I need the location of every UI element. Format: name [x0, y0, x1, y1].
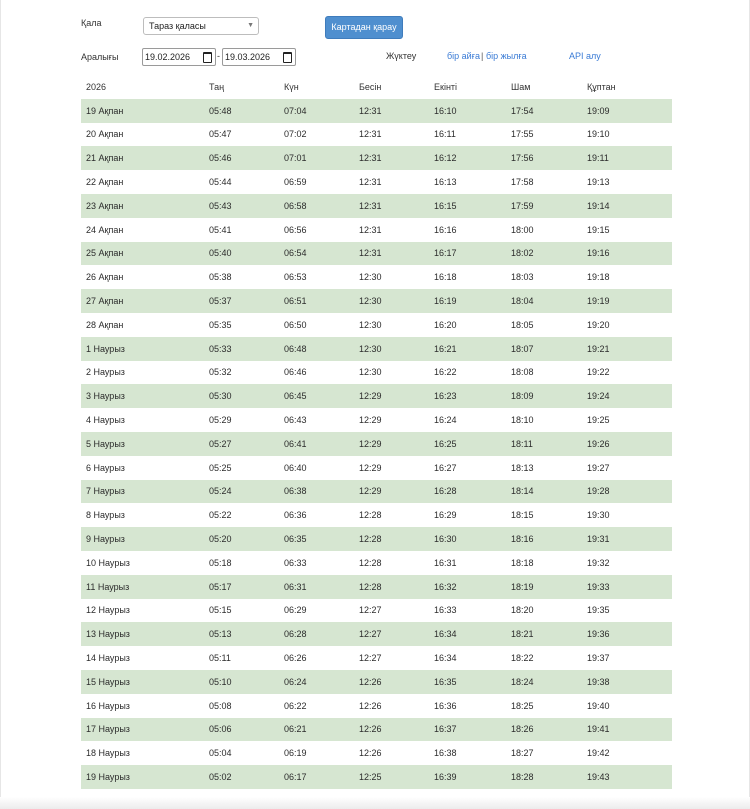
cell-tan: 05:29: [209, 415, 232, 426]
calendar-icon[interactable]: [203, 52, 212, 63]
cell-ekinti: 16:24: [434, 415, 457, 426]
range-label: Аралығы: [81, 52, 119, 62]
cell-kun: 06:46: [284, 367, 307, 378]
table-row: [81, 646, 672, 670]
cell-tan: 05:02: [209, 772, 232, 782]
cell-ekinti: 16:27: [434, 462, 457, 473]
cell-date: 7 Наурыз: [86, 486, 125, 497]
cell-date: 13 Наурыз: [86, 629, 130, 640]
cell-kuptan: 19:26: [587, 438, 610, 449]
cell-besin: 12:28: [359, 510, 382, 521]
cell-kun: 06:29: [284, 605, 307, 616]
cell-kun: 06:50: [284, 319, 307, 330]
cell-kuptan: 19:42: [587, 748, 610, 759]
cell-date: 24 Ақпан: [86, 224, 124, 235]
cell-sham: 18:10: [511, 415, 534, 426]
cell-besin: 12:29: [359, 438, 382, 449]
table-row: [81, 456, 672, 480]
cell-tan: 05:32: [209, 367, 232, 378]
table-row: [81, 313, 672, 337]
table-row: [81, 741, 672, 765]
cell-besin: 12:30: [359, 367, 382, 378]
cell-sham: 17:54: [511, 105, 534, 116]
table-row: [81, 551, 672, 575]
cell-sham: 18:05: [511, 319, 534, 330]
cell-tan: 05:17: [209, 581, 232, 592]
cell-ekinti: 16:20: [434, 319, 457, 330]
cell-besin: 12:30: [359, 272, 382, 283]
city-select-value: Тараз қаласы: [149, 21, 206, 31]
table-row: [81, 265, 672, 289]
cell-ekinti: 16:19: [434, 296, 457, 307]
table-row: [81, 218, 672, 242]
header-ekinti: Екінті: [434, 81, 458, 92]
cell-besin: 12:29: [359, 415, 382, 426]
cell-sham: 18:24: [511, 676, 534, 687]
table-row: [81, 384, 672, 408]
cell-besin: 12:31: [359, 105, 382, 116]
cell-sham: 18:20: [511, 605, 534, 616]
cell-kuptan: 19:20: [587, 319, 610, 330]
cell-besin: 12:29: [359, 391, 382, 402]
table-row: [81, 527, 672, 551]
cell-ekinti: 16:39: [434, 772, 457, 782]
table-row: [81, 99, 672, 123]
cell-ekinti: 16:34: [434, 629, 457, 640]
cell-ekinti: 16:34: [434, 653, 457, 664]
cell-besin: 12:27: [359, 653, 382, 664]
cell-kuptan: 19:33: [587, 581, 610, 592]
cell-tan: 05:27: [209, 438, 232, 449]
cell-besin: 12:26: [359, 724, 382, 735]
cell-sham: 18:04: [511, 296, 534, 307]
cell-kuptan: 19:25: [587, 415, 610, 426]
table-row: [81, 694, 672, 718]
cell-date: 10 Наурыз: [86, 557, 130, 568]
cell-tan: 05:38: [209, 272, 232, 283]
cell-ekinti: 16:18: [434, 272, 457, 283]
cell-tan: 05:47: [209, 129, 232, 140]
city-select[interactable]: [143, 17, 259, 35]
table-row: [81, 170, 672, 194]
cell-kuptan: 19:35: [587, 605, 610, 616]
cell-kun: 06:24: [284, 676, 307, 687]
cell-kun: 06:54: [284, 248, 307, 259]
cell-kuptan: 19:30: [587, 510, 610, 521]
cell-besin: 12:31: [359, 153, 382, 164]
cell-besin: 12:31: [359, 177, 382, 188]
cell-ekinti: 16:31: [434, 557, 457, 568]
header-kun: Күн: [284, 81, 299, 92]
table-row: [81, 599, 672, 623]
cell-date: 23 Ақпан: [86, 200, 124, 211]
cell-sham: 18:14: [511, 486, 534, 497]
cell-kun: 06:58: [284, 200, 307, 211]
cell-ekinti: 16:23: [434, 391, 457, 402]
page-edge-left: [0, 0, 1, 809]
cell-ekinti: 16:38: [434, 748, 457, 759]
cell-besin: 12:31: [359, 200, 382, 211]
cell-kuptan: 19:27: [587, 462, 610, 473]
cell-date: 25 Ақпан: [86, 248, 124, 259]
cell-ekinti: 16:17: [434, 248, 457, 259]
header-besin: Бесін: [359, 81, 382, 92]
cell-tan: 05:24: [209, 486, 232, 497]
cell-sham: 17:55: [511, 129, 534, 140]
date-from-value: 19.02.2026: [145, 52, 191, 62]
cell-besin: 12:30: [359, 296, 382, 307]
cell-kuptan: 19:43: [587, 772, 610, 782]
cell-sham: 18:27: [511, 748, 534, 759]
cell-date: 14 Наурыз: [86, 653, 130, 664]
date-from-input[interactable]: [142, 48, 216, 66]
cell-kuptan: 19:40: [587, 700, 610, 711]
map-view-button[interactable]: Картадан қарау: [325, 16, 403, 39]
cell-tan: 05:43: [209, 200, 232, 211]
cell-tan: 05:35: [209, 319, 232, 330]
cell-date: 5 Наурыз: [86, 438, 125, 449]
cell-tan: 05:48: [209, 105, 232, 116]
cell-sham: 17:58: [511, 177, 534, 188]
cell-ekinti: 16:11: [434, 129, 456, 140]
cell-besin: 12:28: [359, 581, 382, 592]
download-year-link[interactable]: бір жылға: [486, 51, 527, 61]
cell-date: 2 Наурыз: [86, 367, 125, 378]
cell-sham: 18:08: [511, 367, 534, 378]
cell-ekinti: 16:21: [434, 343, 457, 354]
cell-sham: 18:07: [511, 343, 534, 354]
cell-kuptan: 19:24: [587, 391, 610, 402]
cell-ekinti: 16:33: [434, 605, 457, 616]
cell-tan: 05:25: [209, 462, 232, 473]
header-sham: Шам: [511, 81, 531, 92]
cell-kun: 06:35: [284, 534, 307, 545]
cell-kun: 06:31: [284, 581, 307, 592]
cell-date: 8 Наурыз: [86, 510, 125, 521]
cell-kuptan: 19:32: [587, 557, 610, 568]
cell-tan: 05:44: [209, 177, 232, 188]
cell-kun: 06:22: [284, 700, 307, 711]
cell-date: 1 Наурыз: [86, 343, 125, 354]
cell-ekinti: 16:25: [434, 438, 457, 449]
cell-tan: 05:40: [209, 248, 232, 259]
cell-sham: 17:56: [511, 153, 534, 164]
city-label: Қала: [81, 18, 102, 28]
table-row: [81, 242, 672, 266]
cell-kun: 06:28: [284, 629, 307, 640]
cell-date: 3 Наурыз: [86, 391, 125, 402]
cell-kuptan: 19:28: [587, 486, 610, 497]
cell-kun: 06:41: [284, 438, 307, 449]
cell-kun: 06:45: [284, 391, 307, 402]
cell-tan: 05:06: [209, 724, 232, 735]
cell-ekinti: 16:35: [434, 676, 457, 687]
cell-tan: 05:11: [209, 653, 231, 664]
cell-kun: 06:56: [284, 224, 307, 235]
cell-kun: 06:19: [284, 748, 307, 759]
cell-date: 20 Ақпан: [86, 129, 124, 140]
cell-sham: 18:25: [511, 700, 534, 711]
cell-date: 22 Ақпан: [86, 177, 124, 188]
cell-besin: 12:25: [359, 772, 382, 782]
cell-date: 17 Наурыз: [86, 724, 130, 735]
cell-kuptan: 19:13: [587, 177, 610, 188]
cell-kun: 06:51: [284, 296, 307, 307]
cell-besin: 12:31: [359, 248, 382, 259]
date-to-input[interactable]: [222, 48, 296, 66]
cell-sham: 18:09: [511, 391, 534, 402]
table-header-row: [81, 75, 672, 99]
table-row: [81, 337, 672, 361]
cell-tan: 05:30: [209, 391, 232, 402]
download-label: Жүктеу: [386, 51, 417, 61]
table-body: [81, 99, 672, 789]
cell-kuptan: 19:41: [587, 724, 610, 735]
table-row: [81, 194, 672, 218]
cell-besin: 12:27: [359, 629, 382, 640]
cell-besin: 12:31: [359, 129, 382, 140]
table-row: [81, 670, 672, 694]
cell-date: 16 Наурыз: [86, 700, 130, 711]
cell-sham: 18:16: [511, 534, 534, 545]
cell-ekinti: 16:36: [434, 700, 457, 711]
cell-besin: 12:26: [359, 676, 382, 687]
table-row: [81, 146, 672, 170]
cell-sham: 18:15: [511, 510, 534, 521]
cell-kun: 06:40: [284, 462, 307, 473]
cell-tan: 05:33: [209, 343, 232, 354]
cell-kun: 06:59: [284, 177, 307, 188]
cell-ekinti: 16:10: [434, 105, 457, 116]
cell-kuptan: 19:38: [587, 676, 610, 687]
cell-kun: 06:38: [284, 486, 307, 497]
cell-ekinti: 16:13: [434, 177, 457, 188]
cell-tan: 05:18: [209, 557, 232, 568]
cell-kuptan: 19:18: [587, 272, 610, 283]
cell-kun: 06:33: [284, 557, 307, 568]
cell-kuptan: 19:31: [587, 534, 610, 545]
table-row: [81, 123, 672, 147]
cell-sham: 18:00: [511, 224, 534, 235]
cell-date: 11 Наурыз: [86, 581, 130, 592]
cell-besin: 12:30: [359, 343, 382, 354]
cell-tan: 05:37: [209, 296, 232, 307]
cell-kuptan: 19:37: [587, 653, 610, 664]
cell-date: 12 Наурыз: [86, 605, 130, 616]
cell-ekinti: 16:28: [434, 486, 457, 497]
table-row: [81, 503, 672, 527]
cell-date: 26 Ақпан: [86, 272, 124, 283]
cell-tan: 05:46: [209, 153, 232, 164]
chevron-down-icon: ▼: [247, 22, 254, 29]
cell-kun: 06:26: [284, 653, 307, 664]
calendar-icon[interactable]: [283, 52, 292, 63]
cell-kuptan: 19:16: [587, 248, 610, 259]
cell-besin: 12:28: [359, 557, 382, 568]
cell-tan: 05:22: [209, 510, 232, 521]
cell-kun: 07:01: [284, 153, 307, 164]
cell-date: 4 Наурыз: [86, 415, 125, 426]
cell-tan: 05:13: [209, 629, 232, 640]
cell-sham: 18:11: [511, 438, 533, 449]
cell-besin: 12:26: [359, 700, 382, 711]
prayer-times-table: [81, 75, 672, 789]
download-separator: |: [481, 51, 484, 61]
table-row: [81, 361, 672, 385]
cell-kuptan: 19:21: [587, 343, 610, 354]
cell-tan: 05:10: [209, 676, 232, 687]
cell-kuptan: 19:11: [587, 153, 609, 164]
cell-sham: 18:28: [511, 772, 534, 782]
cell-ekinti: 16:22: [434, 367, 457, 378]
download-month-link[interactable]: бір айға: [447, 51, 480, 61]
cell-kuptan: 19:22: [587, 367, 610, 378]
table-row: [81, 765, 672, 789]
header-kuptan: Құптан: [587, 81, 616, 92]
cell-ekinti: 16:15: [434, 200, 457, 211]
table-row: [81, 718, 672, 742]
cell-besin: 12:26: [359, 748, 382, 759]
cell-ekinti: 16:37: [434, 724, 457, 735]
table-row: [81, 432, 672, 456]
cell-date: 6 Наурыз: [86, 462, 125, 473]
cell-kun: 06:48: [284, 343, 307, 354]
cell-kuptan: 19:10: [587, 129, 610, 140]
date-separator: -: [217, 51, 220, 61]
cell-besin: 12:29: [359, 462, 382, 473]
api-link[interactable]: API алу: [569, 51, 601, 61]
cell-sham: 18:26: [511, 724, 534, 735]
header-tan: Таң: [209, 81, 225, 92]
cell-tan: 05:04: [209, 748, 232, 759]
table-row: [81, 289, 672, 313]
cell-kun: 06:43: [284, 415, 307, 426]
cell-kun: 07:02: [284, 129, 307, 140]
cell-besin: 12:27: [359, 605, 382, 616]
cell-sham: 18:21: [511, 629, 534, 640]
cell-kuptan: 19:09: [587, 105, 610, 116]
cell-sham: 18:03: [511, 272, 534, 283]
cell-date: 27 Ақпан: [86, 296, 124, 307]
header-year: 2026: [86, 81, 107, 92]
cell-kun: 06:53: [284, 272, 307, 283]
cell-ekinti: 16:12: [434, 153, 457, 164]
cell-ekinti: 16:29: [434, 510, 457, 521]
table-row: [81, 575, 672, 599]
cell-kun: 06:17: [284, 772, 307, 782]
cell-tan: 05:41: [209, 224, 232, 235]
cell-ekinti: 16:32: [434, 581, 457, 592]
cell-tan: 05:20: [209, 534, 232, 545]
cell-sham: 18:02: [511, 248, 534, 259]
cell-sham: 18:22: [511, 653, 534, 664]
cell-date: 15 Наурыз: [86, 676, 130, 687]
date-to-value: 19.03.2026: [225, 52, 271, 62]
bottom-fade: [0, 797, 750, 809]
cell-date: 9 Наурыз: [86, 534, 125, 545]
cell-sham: 17:59: [511, 200, 534, 211]
cell-sham: 18:19: [511, 581, 534, 592]
cell-date: 19 Наурыз: [86, 772, 130, 782]
cell-besin: 12:28: [359, 534, 382, 545]
cell-kun: 06:21: [284, 724, 307, 735]
cell-kun: 07:04: [284, 105, 307, 116]
cell-kuptan: 19:14: [587, 200, 610, 211]
cell-date: 21 Ақпан: [86, 153, 124, 164]
cell-besin: 12:31: [359, 224, 382, 235]
cell-kuptan: 19:15: [587, 224, 610, 235]
cell-ekinti: 16:30: [434, 534, 457, 545]
cell-tan: 05:08: [209, 700, 232, 711]
cell-ekinti: 16:16: [434, 224, 457, 235]
cell-tan: 05:15: [209, 605, 232, 616]
cell-date: 19 Ақпан: [86, 105, 124, 116]
cell-date: 28 Ақпан: [86, 319, 124, 330]
cell-sham: 18:18: [511, 557, 534, 568]
table-row: [81, 480, 672, 504]
cell-date: 18 Наурыз: [86, 748, 130, 759]
cell-besin: 12:30: [359, 319, 382, 330]
table-row: [81, 408, 672, 432]
table-row: [81, 622, 672, 646]
cell-kun: 06:36: [284, 510, 307, 521]
cell-kuptan: 19:36: [587, 629, 610, 640]
cell-besin: 12:29: [359, 486, 382, 497]
cell-sham: 18:13: [511, 462, 534, 473]
cell-kuptan: 19:19: [587, 296, 610, 307]
